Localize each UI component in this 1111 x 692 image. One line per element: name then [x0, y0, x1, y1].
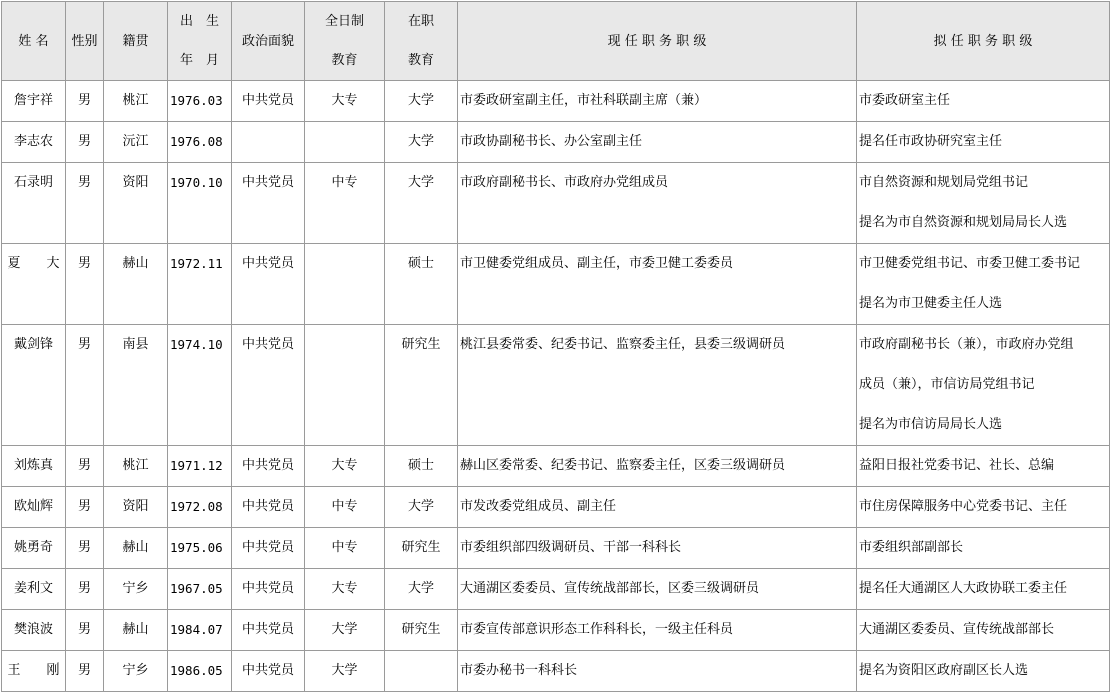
- cell-current-position: 市发改委党组成员、副主任: [458, 487, 857, 528]
- table-body: [2, 81, 1110, 692]
- proposed-position-line: 提名为市信访局局长人选: [859, 417, 1003, 432]
- cell-origin: 宁乡: [104, 651, 168, 692]
- header-party: 政治面貌: [232, 2, 305, 81]
- cell-name: 刘炼真: [2, 446, 66, 487]
- cell-birth: 1976.03: [168, 81, 232, 122]
- cell-name: 李志农: [2, 122, 66, 163]
- cell-fulltime-education: [305, 122, 385, 163]
- cell-fulltime-education: 中专: [305, 528, 385, 569]
- cell-current-position: 市卫健委党组成员、副主任，市委卫健工委委员: [458, 244, 857, 325]
- cell-birth: 1984.07: [168, 610, 232, 651]
- cell-name: 樊浪波: [2, 610, 66, 651]
- proposed-position-line: 提名任大通湖区人大政协联工委主任: [859, 581, 1068, 596]
- cell-inservice-education: 大学: [385, 569, 458, 610]
- cell-gender: 男: [66, 244, 104, 325]
- cell-party: [232, 122, 305, 163]
- cell-birth: 1971.12: [168, 446, 232, 487]
- table-row: [2, 446, 1110, 487]
- cell-proposed-position: [857, 122, 1110, 163]
- cell-current-position: 市政府副秘书长、市政府办党组成员: [458, 163, 857, 244]
- cell-proposed-position: [857, 651, 1110, 692]
- cell-origin: 赫山: [104, 244, 168, 325]
- proposed-position-line: 成员（兼），市信访局党组书记: [859, 377, 1035, 392]
- proposed-position-line: 提名为市自然资源和规划局局长人选: [859, 215, 1068, 230]
- cell-party: 中共党员: [232, 610, 305, 651]
- cell-party: 中共党员: [232, 651, 305, 692]
- cell-name: 欧灿辉: [2, 487, 66, 528]
- cell-party: 中共党员: [232, 244, 305, 325]
- cell-fulltime-education: 中专: [305, 487, 385, 528]
- header-inservice-education: [385, 2, 458, 81]
- table-row: [2, 325, 1110, 446]
- cell-birth: 1967.05: [168, 569, 232, 610]
- cell-inservice-education: 大学: [385, 122, 458, 163]
- header-fulltime-education: [305, 2, 385, 81]
- cell-birth: 1986.05: [168, 651, 232, 692]
- cell-current-position: 市委办秘书一科科长: [458, 651, 857, 692]
- cell-name: 戴剑锋: [2, 325, 66, 446]
- cell-inservice-education: 大学: [385, 81, 458, 122]
- cell-inservice-education: 硕士: [385, 446, 458, 487]
- table-row: [2, 163, 1110, 244]
- cell-gender: 男: [66, 610, 104, 651]
- cell-inservice-education: 研究生: [385, 325, 458, 446]
- table-row: [2, 528, 1110, 569]
- cell-origin: 桃江: [104, 446, 168, 487]
- cell-proposed-position: [857, 163, 1110, 244]
- header-fulltime-line1: 全日制: [324, 14, 364, 29]
- table-row: [2, 487, 1110, 528]
- cell-party: 中共党员: [232, 81, 305, 122]
- appointment-table: [1, 1, 1110, 692]
- cell-party: 中共党员: [232, 528, 305, 569]
- proposed-position-line: 提名为市卫健委主任人选: [859, 296, 1003, 311]
- cell-birth: 1972.11: [168, 244, 232, 325]
- proposed-position-line: 提名任市政协研究室主任: [859, 134, 1003, 149]
- cell-inservice-education: 大学: [385, 163, 458, 244]
- cell-proposed-position: [857, 487, 1110, 528]
- cell-origin: 南县: [104, 325, 168, 446]
- cell-origin: 宁乡: [104, 569, 168, 610]
- table-row: [2, 81, 1110, 122]
- cell-party: 中共党员: [232, 446, 305, 487]
- cell-proposed-position: [857, 325, 1110, 446]
- cell-current-position: 市委宣传部意识形态工作科科长，一级主任科员: [458, 610, 857, 651]
- cell-fulltime-education: 大专: [305, 81, 385, 122]
- proposed-position-line: 大通湖区委委员、宣传统战部部长: [859, 622, 1055, 637]
- cell-party: 中共党员: [232, 569, 305, 610]
- cell-name: 王 刚: [2, 651, 66, 692]
- cell-proposed-position: [857, 244, 1110, 325]
- cell-party: 中共党员: [232, 163, 305, 244]
- table-row: [2, 610, 1110, 651]
- cell-origin: 资阳: [104, 163, 168, 244]
- cell-birth: 1972.08: [168, 487, 232, 528]
- cell-current-position: 市委政研室副主任，市社科联副主席（兼）: [458, 81, 857, 122]
- cell-gender: 男: [66, 487, 104, 528]
- cell-current-position: 桃江县委常委、纪委书记、监察委主任，县委三级调研员: [458, 325, 857, 446]
- header-name: 姓 名: [2, 2, 66, 81]
- header-inservice-line1: 在职: [407, 14, 434, 29]
- proposed-position-line: 市自然资源和规划局党组书记: [859, 175, 1029, 190]
- cell-birth: 1976.08: [168, 122, 232, 163]
- cell-inservice-education: 大学: [385, 487, 458, 528]
- cell-birth: 1970.10: [168, 163, 232, 244]
- cell-fulltime-education: 大专: [305, 569, 385, 610]
- header-gender: 性别: [66, 2, 104, 81]
- header-fulltime-line2: 教育: [331, 53, 358, 68]
- cell-gender: 男: [66, 325, 104, 446]
- table-row: [2, 569, 1110, 610]
- cell-name: 姜利文: [2, 569, 66, 610]
- header-origin: 籍贯: [104, 2, 168, 81]
- cell-inservice-education: 研究生: [385, 610, 458, 651]
- proposed-position-line: 市卫健委党组书记、市委卫健工委书记: [859, 256, 1081, 271]
- cell-birth: 1975.06: [168, 528, 232, 569]
- cell-fulltime-education: [305, 325, 385, 446]
- proposed-position-line: 市住房保障服务中心党委书记、主任: [859, 499, 1068, 514]
- cell-origin: 资阳: [104, 487, 168, 528]
- proposed-position-line: 市委政研室主任: [859, 93, 951, 108]
- header-birth-line2: 年 月: [179, 53, 219, 68]
- cell-party: 中共党员: [232, 487, 305, 528]
- proposed-position-line: 益阳日报社党委书记、社长、总编: [859, 458, 1055, 473]
- cell-birth: 1974.10: [168, 325, 232, 446]
- table-row: [2, 651, 1110, 692]
- header-proposed-position: 拟 任 职 务 职 级: [857, 2, 1110, 81]
- cell-party: 中共党员: [232, 325, 305, 446]
- cell-current-position: 市委组织部四级调研员、干部一科科长: [458, 528, 857, 569]
- header-current-position: 现 任 职 务 职 级: [458, 2, 857, 81]
- proposed-position-line: 提名为资阳区政府副区长人选: [859, 663, 1029, 678]
- cell-gender: 男: [66, 569, 104, 610]
- cell-gender: 男: [66, 163, 104, 244]
- cell-inservice-education: 研究生: [385, 528, 458, 569]
- cell-fulltime-education: 大学: [305, 610, 385, 651]
- cell-origin: 桃江: [104, 81, 168, 122]
- cell-current-position: 大通湖区委委员、宣传统战部部长，区委三级调研员: [458, 569, 857, 610]
- header-birth: [168, 2, 232, 81]
- table-row: [2, 244, 1110, 325]
- cell-name: 姚勇奇: [2, 528, 66, 569]
- cell-gender: 男: [66, 122, 104, 163]
- header-row: [2, 2, 1110, 81]
- proposed-position-line: 市政府副秘书长（兼），市政府办党组: [859, 337, 1074, 352]
- cell-gender: 男: [66, 446, 104, 487]
- cell-inservice-education: 硕士: [385, 244, 458, 325]
- cell-fulltime-education: 中专: [305, 163, 385, 244]
- cell-origin: 赫山: [104, 610, 168, 651]
- cell-origin: 赫山: [104, 528, 168, 569]
- cell-origin: 沅江: [104, 122, 168, 163]
- cell-proposed-position: [857, 528, 1110, 569]
- cell-proposed-position: [857, 610, 1110, 651]
- cell-gender: 男: [66, 528, 104, 569]
- cell-proposed-position: [857, 446, 1110, 487]
- cell-name: 夏 大: [2, 244, 66, 325]
- table-row: [2, 122, 1110, 163]
- cell-fulltime-education: 大专: [305, 446, 385, 487]
- cell-fulltime-education: [305, 244, 385, 325]
- cell-gender: 男: [66, 81, 104, 122]
- cell-inservice-education: [385, 651, 458, 692]
- cell-name: 詹宇祥: [2, 81, 66, 122]
- cell-current-position: 市政协副秘书长、办公室副主任: [458, 122, 857, 163]
- cell-name: 石录明: [2, 163, 66, 244]
- header-birth-line1: 出 生: [179, 14, 219, 29]
- cell-proposed-position: [857, 81, 1110, 122]
- cell-fulltime-education: 大学: [305, 651, 385, 692]
- header-inservice-line2: 教育: [407, 53, 434, 68]
- proposed-position-line: 市委组织部副部长: [859, 540, 964, 555]
- cell-proposed-position: [857, 569, 1110, 610]
- cell-gender: 男: [66, 651, 104, 692]
- cell-current-position: 赫山区委常委、纪委书记、监察委主任，区委三级调研员: [458, 446, 857, 487]
